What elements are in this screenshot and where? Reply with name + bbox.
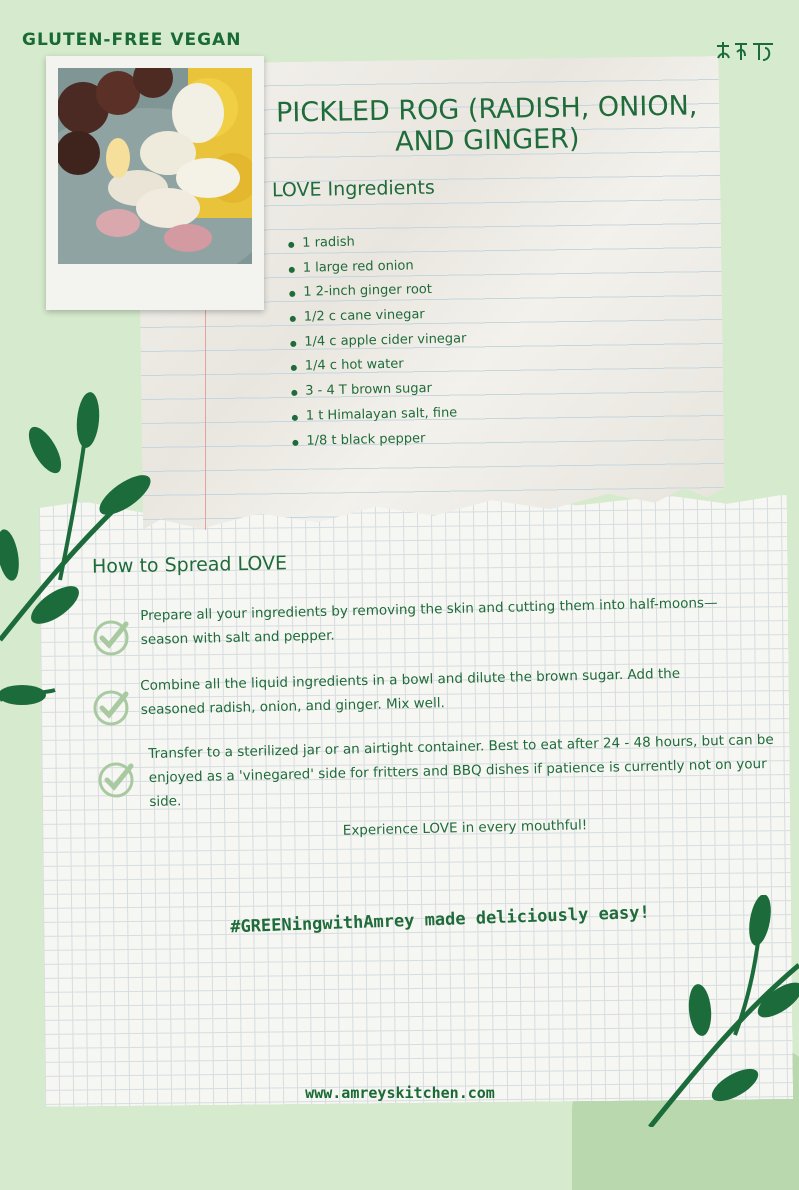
ingredient-item: 1 t Himalayan salt, fine — [292, 401, 469, 429]
ingredient-item: 1/8 t black pepper — [292, 426, 469, 454]
ingredient-item: 1 radish — [288, 228, 465, 256]
recipe-photo-frame — [46, 56, 264, 310]
diet-tag: GLUTEN-FREE VEGAN — [22, 30, 242, 50]
step-3-text: Transfer to a sterilized jar or an airtight container. Best to eat after 24 - 48 hours, but can be enjoyed as a 'vinegared' side for fritters and BBQ dishes if patience is currently not on your side. — [148, 731, 774, 810]
recipe-title: PICKLED ROG (RADISH, ONION, AND GINGER) — [275, 90, 698, 158]
website-link[interactable]: www.amreyskitchen.com — [305, 1084, 495, 1102]
check-circle-icon — [92, 688, 130, 726]
hashtag-text: #GREENingwithAmrey made deliciously easy! — [229, 902, 651, 938]
ingredient-item: 1/4 c apple cider vinegar — [290, 327, 467, 355]
recipe-photo — [58, 68, 252, 264]
closing-message: Experience LOVE in every mouthful! — [342, 817, 588, 839]
leaf-vine-right-icon — [640, 895, 799, 1127]
ingredient-item: 1/4 c hot water — [291, 352, 468, 380]
check-circle-icon — [92, 618, 130, 656]
ingredient-item: 3 - 4 T brown sugar — [291, 376, 468, 404]
paper-margin-line — [205, 300, 206, 530]
ingredients-heading: LOVE Ingredients — [271, 176, 435, 202]
step-1-text: Prepare all your ingredients by removing the skin and cutting them into half-moons—season with salt and pepper. — [140, 594, 718, 648]
amrey-signature-logo-icon — [715, 38, 777, 64]
check-circle-icon — [97, 760, 135, 798]
ingredient-item: 1 large red onion — [289, 253, 466, 281]
pickled-radish-dish-image — [58, 68, 252, 264]
steps-heading: How to Spread LOVE — [91, 552, 288, 578]
ingredients-list — [288, 228, 469, 454]
ingredient-item: 1 2-inch ginger root — [289, 278, 466, 306]
ingredient-item: 1/2 c cane vinegar — [290, 302, 467, 330]
step-2-text: Combine all the liquid ingredients in a bowl and dilute the brown sugar. Add the seasoned radish, onion, and ginger. Mix well. — [140, 665, 681, 718]
